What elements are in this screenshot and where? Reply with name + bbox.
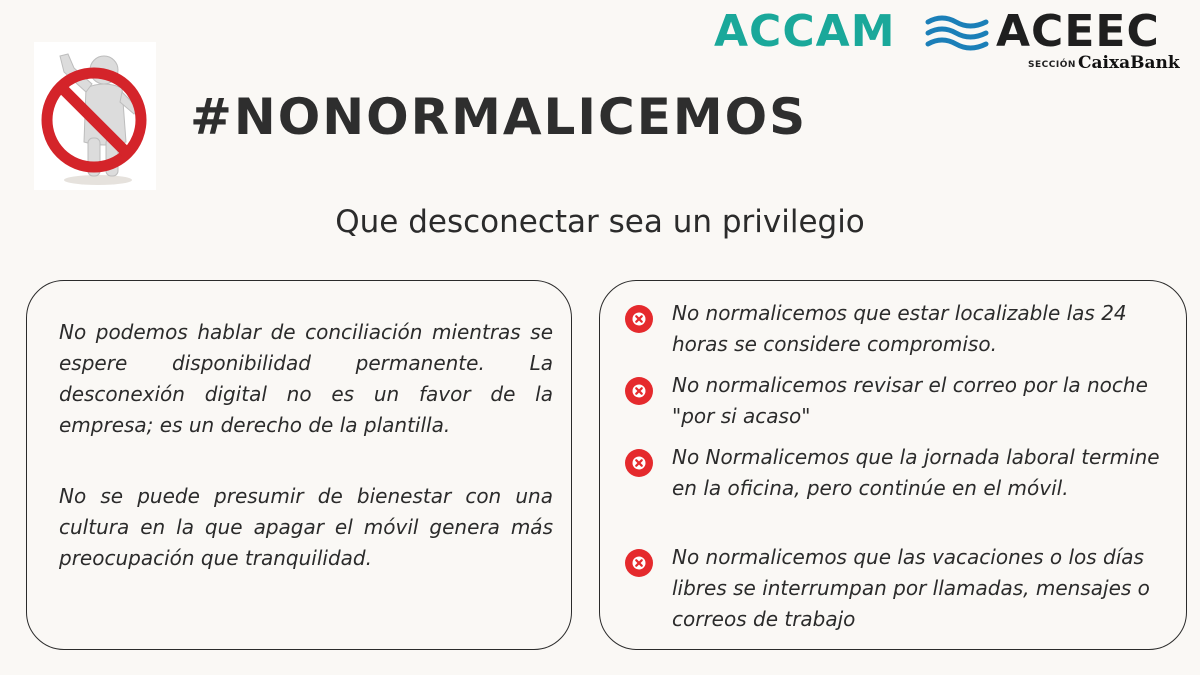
waves-icon	[924, 12, 992, 52]
list-item-text: No normalicemos que las vacaciones o los días libres se interrumpan por llamadas, mensajes o correos de trabajo	[672, 545, 1150, 631]
x-circle-icon	[624, 448, 654, 478]
list-item-text: No normalicemos que estar localizable las 24 horas se considere compromiso.	[672, 301, 1127, 356]
x-circle-icon	[624, 304, 654, 334]
left-text-card	[26, 280, 572, 650]
stop-sign-figure-icon	[34, 42, 156, 190]
caixabank-wordmark: CaixaBank	[1078, 53, 1180, 73]
x-circle-icon	[624, 548, 654, 578]
section-label: SECCIÓN	[1028, 60, 1076, 70]
list-item-text: No normalicemos revisar el correo por la noche "por si acaso"	[672, 373, 1148, 428]
paragraph-conciliacion: No podemos hablar de conciliación mientras se espere disponibilidad permanente. La desconexión digital no es un favor de la empresa; es un derecho de la plantilla.	[59, 320, 553, 437]
accam-aceec-logo	[712, 6, 1192, 78]
list-item-text: No Normalicemos que la jornada laboral termine en la oficina, pero continúe en el móvil.	[672, 445, 1160, 500]
paragraph-bienestar: No se puede presumir de bienestar con una cultura en la que apagar el móvil genera más preocupación que tranquilidad.	[59, 484, 553, 570]
hashtag-title: #NONORMALICEMOS	[190, 88, 808, 146]
accam-wordmark: ACCAM	[714, 6, 896, 57]
aceec-wordmark: ACEEC	[996, 6, 1160, 57]
right-list-card	[599, 280, 1187, 650]
page-subtitle: Que desconectar sea un privilegio	[335, 204, 865, 240]
x-circle-icon	[624, 376, 654, 406]
